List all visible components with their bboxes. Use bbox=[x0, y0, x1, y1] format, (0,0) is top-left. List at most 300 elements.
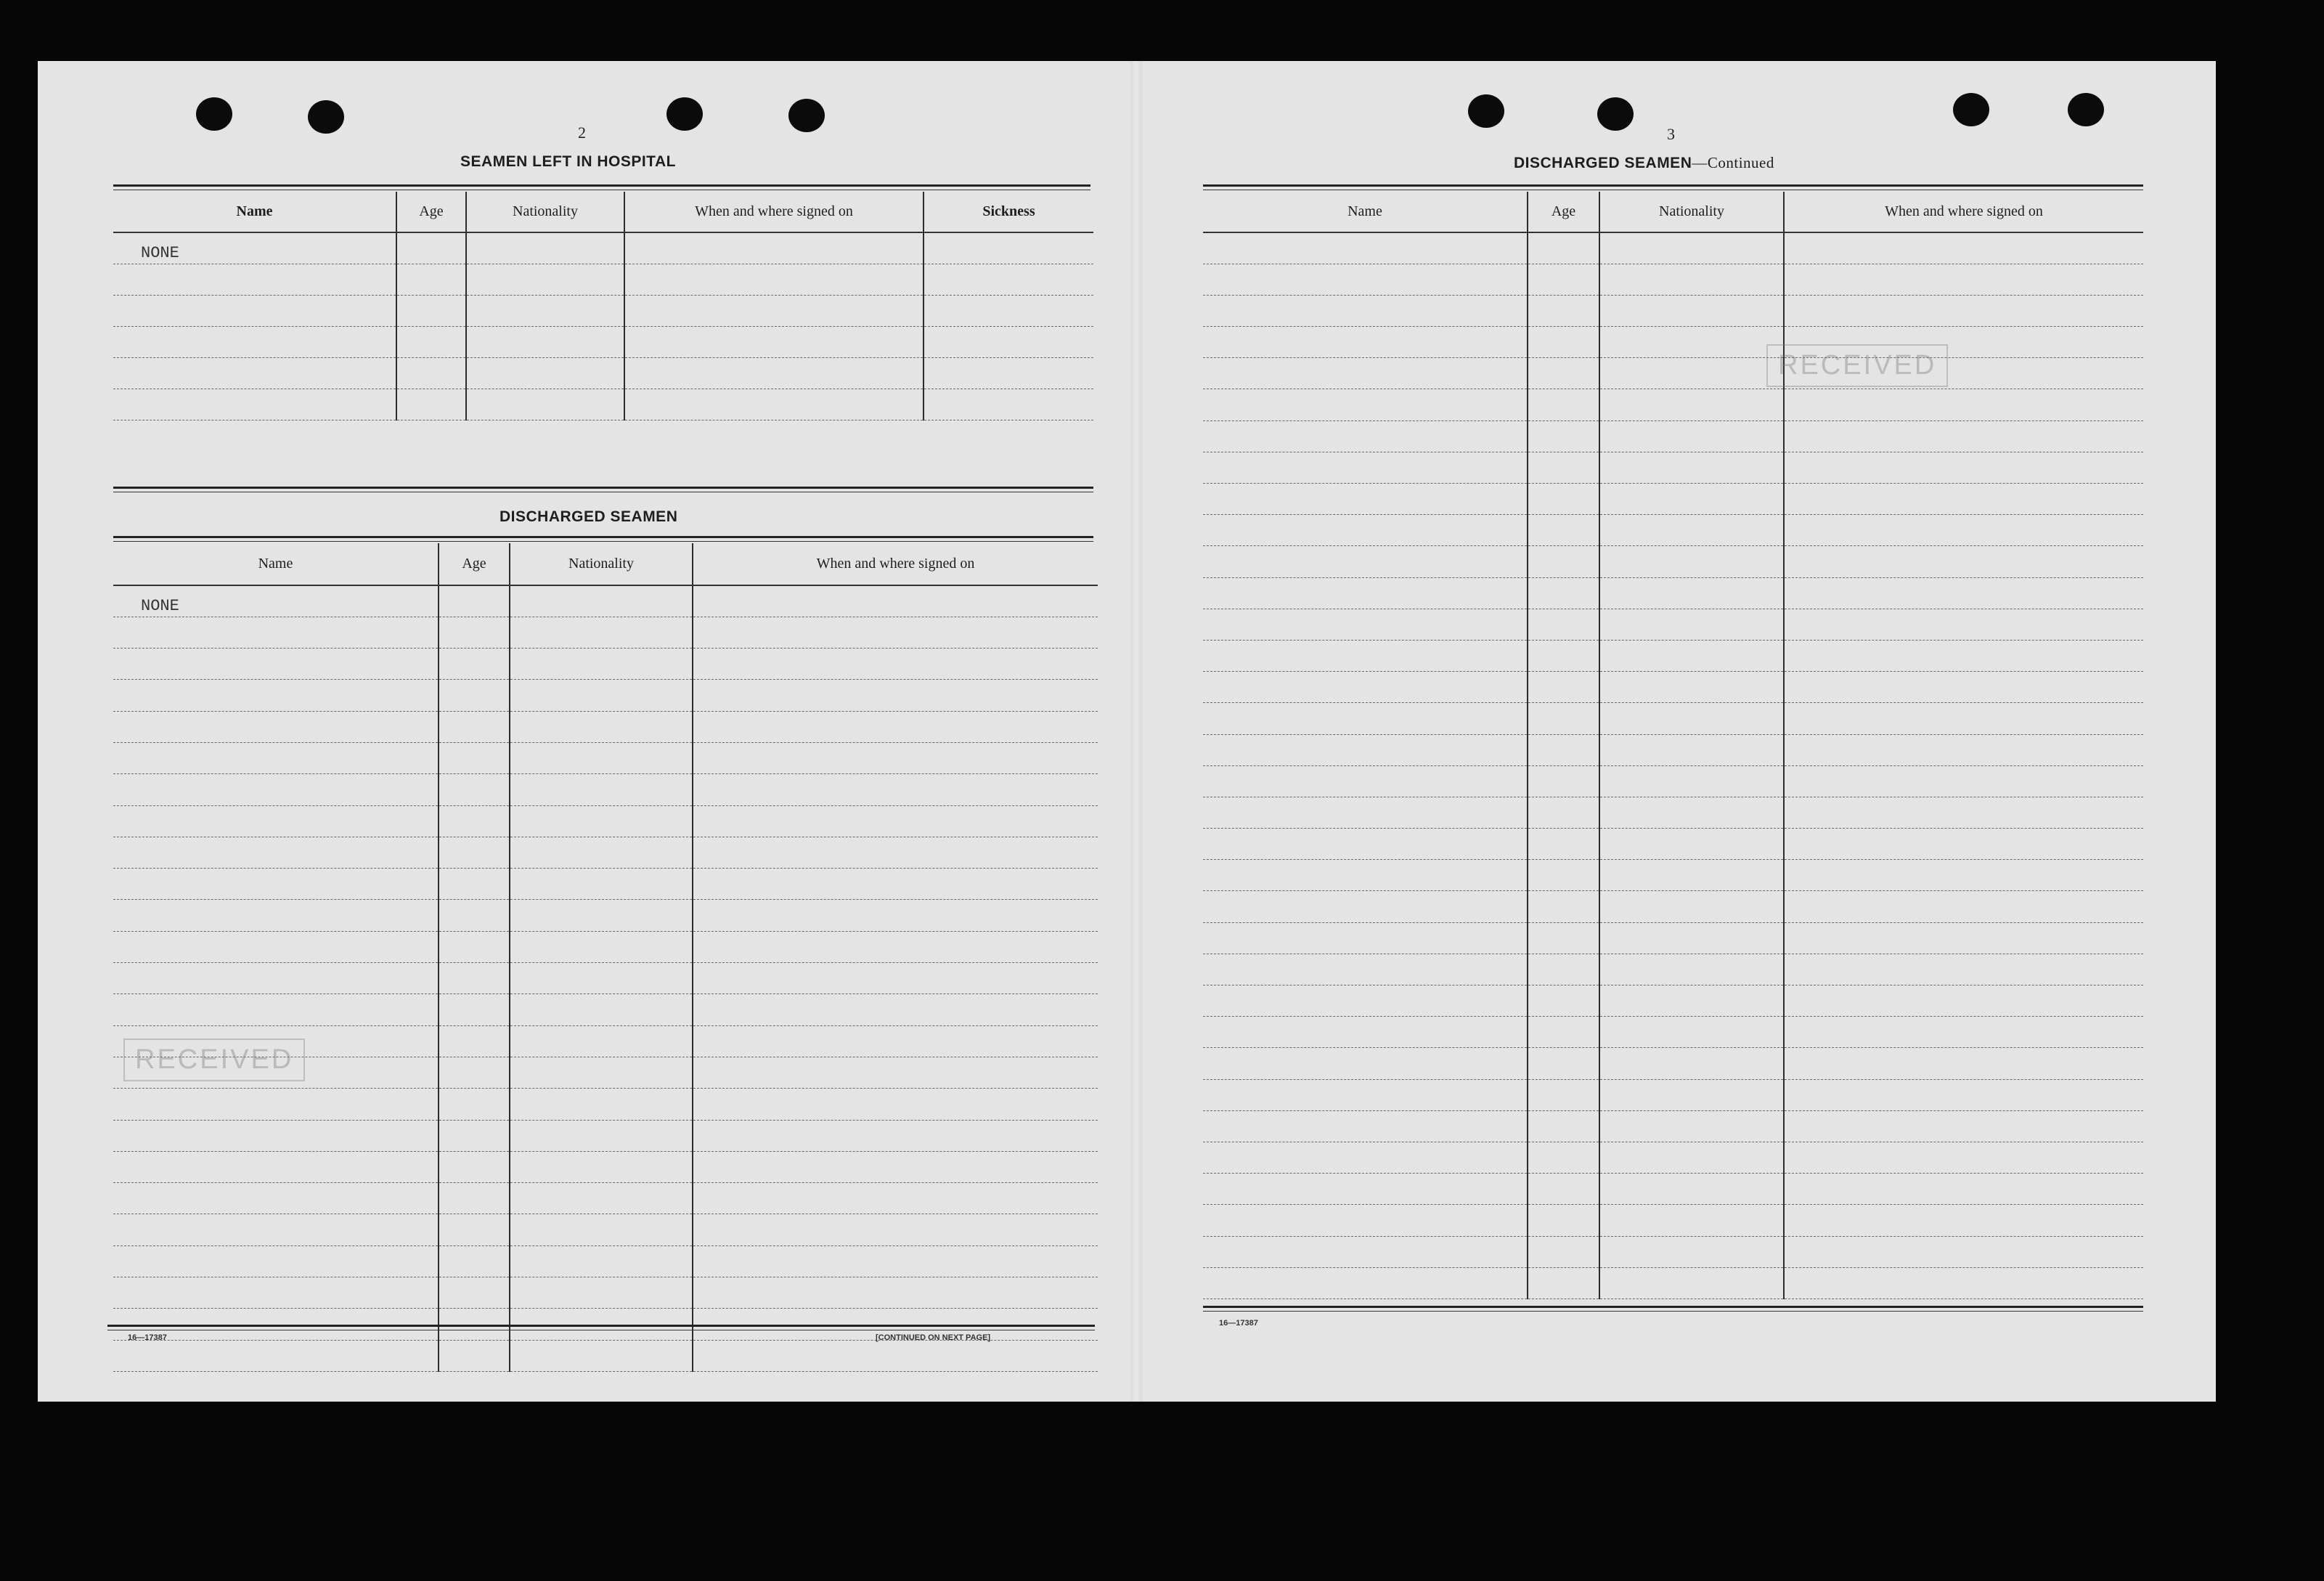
column-header-age: Age bbox=[396, 192, 466, 232]
signed-on-cell bbox=[1784, 1079, 2143, 1110]
age-cell bbox=[1528, 577, 1599, 609]
age-cell bbox=[1528, 452, 1599, 483]
table-row bbox=[1203, 891, 2143, 922]
table-row bbox=[1203, 1205, 2143, 1236]
age-cell bbox=[1528, 1174, 1599, 1205]
name-cell bbox=[1203, 640, 1528, 671]
header-row bbox=[1203, 192, 2143, 232]
age-cell bbox=[1528, 922, 1599, 954]
nationality-cell bbox=[466, 232, 624, 264]
table-row bbox=[113, 389, 1093, 420]
age-cell bbox=[439, 1183, 510, 1214]
age-cell bbox=[1528, 232, 1599, 264]
nationality-cell bbox=[510, 1151, 693, 1182]
signed-on-cell bbox=[1784, 515, 2143, 546]
signed-on-cell bbox=[693, 1214, 1098, 1245]
table-row bbox=[113, 869, 1098, 900]
name-cell bbox=[113, 1089, 439, 1120]
signed-on-cell bbox=[624, 295, 924, 326]
age-cell bbox=[1528, 264, 1599, 295]
name-cell bbox=[113, 1340, 439, 1371]
name-cell bbox=[113, 1183, 439, 1214]
nationality-cell bbox=[1599, 546, 1784, 577]
nationality-cell bbox=[510, 649, 693, 680]
age-cell bbox=[1528, 1205, 1599, 1236]
nationality-cell bbox=[1599, 1205, 1784, 1236]
name-cell bbox=[1203, 295, 1528, 326]
table-row bbox=[1203, 452, 2143, 483]
nationality-cell bbox=[1599, 295, 1784, 326]
name-cell: NONE bbox=[113, 232, 396, 264]
name-cell bbox=[113, 805, 439, 837]
name-cell bbox=[1203, 452, 1528, 483]
name-cell bbox=[113, 742, 439, 773]
nationality-cell bbox=[1599, 389, 1784, 420]
sickness-cell bbox=[924, 232, 1093, 264]
sickness-cell bbox=[924, 295, 1093, 326]
age-cell bbox=[439, 711, 510, 742]
sickness-cell bbox=[924, 357, 1093, 389]
table-row bbox=[113, 680, 1098, 711]
nationality-cell bbox=[1599, 1017, 1784, 1048]
nationality-cell bbox=[1599, 1048, 1784, 1079]
signed-on-cell bbox=[693, 711, 1098, 742]
signed-on-cell bbox=[1784, 1110, 2143, 1142]
table-row bbox=[1203, 703, 2143, 734]
table-row bbox=[1203, 1079, 2143, 1110]
received-stamp: RECEIVED bbox=[123, 1039, 305, 1081]
name-cell bbox=[113, 264, 396, 295]
signed-on-cell bbox=[624, 357, 924, 389]
signed-on-cell bbox=[693, 805, 1098, 837]
page-number: 3 bbox=[1667, 125, 1675, 143]
signed-on-cell bbox=[693, 1245, 1098, 1277]
name-cell bbox=[1203, 1174, 1528, 1205]
nationality-cell bbox=[510, 774, 693, 805]
name-cell bbox=[1203, 609, 1528, 640]
signed-on-cell bbox=[693, 931, 1098, 962]
signed-on-cell bbox=[693, 1025, 1098, 1057]
table-row bbox=[113, 1245, 1098, 1277]
name-cell bbox=[1203, 922, 1528, 954]
signed-on-cell bbox=[693, 1089, 1098, 1120]
name-cell bbox=[1203, 264, 1528, 295]
nationality-cell bbox=[1599, 703, 1784, 734]
nationality-cell bbox=[1599, 1142, 1784, 1173]
name-cell bbox=[113, 1151, 439, 1182]
signed-on-cell bbox=[1784, 703, 2143, 734]
table-row bbox=[113, 805, 1098, 837]
hospital-table bbox=[113, 192, 1093, 420]
title-text: DISCHARGED SEAMEN bbox=[1514, 155, 1692, 171]
name-cell bbox=[1203, 860, 1528, 891]
nationality-cell bbox=[510, 1183, 693, 1214]
age-cell bbox=[439, 1057, 510, 1088]
table-row bbox=[1203, 672, 2143, 703]
nationality-cell bbox=[510, 742, 693, 773]
table-row bbox=[113, 774, 1098, 805]
age-cell bbox=[1528, 420, 1599, 452]
nationality-cell bbox=[1599, 420, 1784, 452]
signed-on-cell bbox=[1784, 734, 2143, 765]
name-cell bbox=[1203, 1142, 1528, 1173]
nationality-cell bbox=[510, 1089, 693, 1120]
nationality-cell bbox=[510, 1120, 693, 1151]
name-cell bbox=[1203, 797, 1528, 828]
age-cell bbox=[439, 963, 510, 994]
punch-hole bbox=[788, 99, 825, 132]
name-cell bbox=[1203, 734, 1528, 765]
name-cell bbox=[113, 1245, 439, 1277]
age-cell bbox=[1528, 327, 1599, 358]
name-cell bbox=[1203, 891, 1528, 922]
table-row bbox=[1203, 264, 2143, 295]
age-cell bbox=[439, 1025, 510, 1057]
table-row bbox=[1203, 985, 2143, 1017]
table-row bbox=[113, 326, 1093, 357]
name-cell bbox=[113, 869, 439, 900]
nationality-cell bbox=[1599, 829, 1784, 860]
name-cell bbox=[113, 326, 396, 357]
name-cell bbox=[1203, 389, 1528, 420]
nationality-cell bbox=[510, 931, 693, 962]
age-cell bbox=[439, 869, 510, 900]
age-cell bbox=[439, 931, 510, 962]
table-row bbox=[1203, 1174, 2143, 1205]
punch-hole bbox=[1597, 97, 1634, 131]
signed-on-cell bbox=[1784, 546, 2143, 577]
table-row bbox=[1203, 546, 2143, 577]
table-row bbox=[1203, 295, 2143, 326]
nationality-cell bbox=[1599, 1236, 1784, 1267]
signed-on-cell bbox=[1784, 797, 2143, 828]
nationality-cell bbox=[1599, 515, 1784, 546]
name-cell bbox=[113, 900, 439, 931]
nationality-cell bbox=[510, 1214, 693, 1245]
table-row bbox=[113, 1340, 1098, 1371]
signed-on-cell bbox=[693, 585, 1098, 617]
signed-on-cell bbox=[624, 232, 924, 264]
age-cell bbox=[396, 357, 466, 389]
name-cell bbox=[1203, 358, 1528, 389]
signed-on-cell bbox=[1784, 985, 2143, 1017]
sickness-cell bbox=[924, 389, 1093, 420]
table-row bbox=[1203, 515, 2143, 546]
signed-on-cell bbox=[693, 1120, 1098, 1151]
table-row bbox=[113, 1277, 1098, 1309]
table-row bbox=[113, 963, 1098, 994]
signed-on-cell bbox=[1784, 1205, 2143, 1236]
age-cell bbox=[1528, 765, 1599, 797]
age-cell bbox=[1528, 609, 1599, 640]
age-cell bbox=[439, 1245, 510, 1277]
name-cell bbox=[113, 963, 439, 994]
age-cell bbox=[1528, 954, 1599, 985]
signed-on-cell bbox=[624, 389, 924, 420]
signed-on-cell bbox=[693, 774, 1098, 805]
age-cell bbox=[1528, 1142, 1599, 1173]
nationality-cell bbox=[510, 585, 693, 617]
name-cell bbox=[1203, 1205, 1528, 1236]
page-number: 2 bbox=[578, 123, 586, 142]
nationality-cell bbox=[1599, 358, 1784, 389]
nationality-cell bbox=[1599, 1174, 1784, 1205]
header-row bbox=[113, 543, 1098, 585]
name-cell bbox=[1203, 672, 1528, 703]
nationality-cell bbox=[1599, 1110, 1784, 1142]
name-cell bbox=[1203, 985, 1528, 1017]
table-row bbox=[113, 742, 1098, 773]
signed-on-cell bbox=[693, 649, 1098, 680]
nationality-cell bbox=[510, 1057, 693, 1088]
nationality-cell bbox=[1599, 1267, 1784, 1298]
signed-on-cell bbox=[1784, 1174, 2143, 1205]
column-header-name: Name bbox=[1203, 192, 1528, 232]
table-row bbox=[1203, 609, 2143, 640]
table-row bbox=[113, 1151, 1098, 1182]
punch-hole bbox=[308, 100, 344, 134]
form-code: 16—17387 bbox=[1219, 1319, 1258, 1328]
nationality-cell bbox=[1599, 891, 1784, 922]
table-row bbox=[1203, 922, 2143, 954]
name-cell bbox=[113, 680, 439, 711]
hospital-section-title: SEAMEN LEFT IN HOSPITAL bbox=[460, 153, 676, 170]
age-cell bbox=[1528, 797, 1599, 828]
table-row bbox=[1203, 954, 2143, 985]
table-row bbox=[113, 931, 1098, 962]
name-cell bbox=[113, 774, 439, 805]
signed-on-cell bbox=[624, 326, 924, 357]
header-row bbox=[113, 192, 1093, 232]
age-cell bbox=[439, 994, 510, 1025]
name-cell bbox=[113, 649, 439, 680]
nationality-cell bbox=[1599, 264, 1784, 295]
nationality-cell bbox=[510, 1025, 693, 1057]
name-cell bbox=[1203, 765, 1528, 797]
age-cell bbox=[1528, 860, 1599, 891]
age-cell bbox=[439, 1214, 510, 1245]
signed-on-cell bbox=[693, 1151, 1098, 1182]
table-row bbox=[1203, 484, 2143, 515]
name-cell bbox=[1203, 484, 1528, 515]
name-cell bbox=[1203, 515, 1528, 546]
double-rule bbox=[113, 536, 1093, 538]
nationality-cell bbox=[1599, 484, 1784, 515]
age-cell bbox=[439, 742, 510, 773]
table-row bbox=[1203, 1048, 2143, 1079]
signed-on-cell bbox=[693, 1183, 1098, 1214]
table-row bbox=[1203, 765, 2143, 797]
signed-on-cell bbox=[1784, 765, 2143, 797]
age-cell bbox=[439, 680, 510, 711]
table-row bbox=[113, 1214, 1098, 1245]
age-cell bbox=[1528, 389, 1599, 420]
double-rule bbox=[107, 1325, 1095, 1327]
signed-on-cell bbox=[1784, 484, 2143, 515]
column-header-sickness: Sickness bbox=[924, 192, 1093, 232]
age-cell bbox=[439, 774, 510, 805]
table-row bbox=[1203, 420, 2143, 452]
table-row bbox=[113, 649, 1098, 680]
signed-on-cell bbox=[1784, 1048, 2143, 1079]
signed-on-cell bbox=[693, 1057, 1098, 1088]
page-fold bbox=[1130, 61, 1142, 1402]
table-row bbox=[113, 232, 1093, 264]
signed-on-cell bbox=[1784, 609, 2143, 640]
double-rule bbox=[113, 184, 1090, 187]
age-cell bbox=[1528, 672, 1599, 703]
table-row bbox=[113, 1120, 1098, 1151]
table-row bbox=[1203, 797, 2143, 828]
nationality-cell bbox=[1599, 640, 1784, 671]
table-row bbox=[1203, 358, 2143, 389]
nationality-cell bbox=[1599, 765, 1784, 797]
table-row bbox=[1203, 640, 2143, 671]
column-header-nationality: Nationality bbox=[1599, 192, 1784, 232]
nationality-cell bbox=[1599, 452, 1784, 483]
signed-on-cell bbox=[693, 900, 1098, 931]
signed-on-cell bbox=[624, 264, 924, 295]
age-cell bbox=[1528, 734, 1599, 765]
table-row bbox=[113, 711, 1098, 742]
table-row bbox=[1203, 327, 2143, 358]
age-cell bbox=[1528, 891, 1599, 922]
received-stamp: RECEIVED bbox=[1766, 344, 1948, 387]
signed-on-cell bbox=[693, 680, 1098, 711]
column-header-nationality: Nationality bbox=[466, 192, 624, 232]
age-cell bbox=[439, 585, 510, 617]
age-cell bbox=[439, 900, 510, 931]
signed-on-cell bbox=[1784, 452, 2143, 483]
name-cell bbox=[113, 837, 439, 868]
column-header-age: Age bbox=[439, 543, 510, 585]
name-cell bbox=[113, 994, 439, 1025]
signed-on-cell bbox=[693, 994, 1098, 1025]
table-row bbox=[113, 1183, 1098, 1214]
age-cell bbox=[439, 649, 510, 680]
name-cell bbox=[113, 1214, 439, 1245]
age-cell bbox=[1528, 1048, 1599, 1079]
table-row bbox=[113, 837, 1098, 868]
nationality-cell bbox=[510, 680, 693, 711]
age-cell bbox=[1528, 1236, 1599, 1267]
nationality-cell bbox=[510, 805, 693, 837]
age-cell bbox=[439, 1151, 510, 1182]
age-cell bbox=[439, 805, 510, 837]
nationality-cell bbox=[466, 389, 624, 420]
table-row bbox=[113, 295, 1093, 326]
nationality-cell bbox=[510, 711, 693, 742]
table-row bbox=[1203, 389, 2143, 420]
nationality-cell bbox=[1599, 922, 1784, 954]
column-header-signed-on: When and where signed on bbox=[693, 543, 1098, 585]
nationality-cell bbox=[1599, 954, 1784, 985]
name-cell: NONE bbox=[113, 585, 439, 617]
right-section-title bbox=[1514, 154, 1774, 172]
signed-on-cell bbox=[693, 963, 1098, 994]
document-sheet bbox=[38, 61, 2216, 1402]
name-cell bbox=[113, 357, 396, 389]
nationality-cell bbox=[466, 357, 624, 389]
age-cell bbox=[1528, 703, 1599, 734]
age-cell bbox=[1528, 985, 1599, 1017]
nationality-cell bbox=[510, 1245, 693, 1277]
name-cell bbox=[113, 1120, 439, 1151]
column-header-nationality: Nationality bbox=[510, 543, 693, 585]
signed-on-cell bbox=[1784, 232, 2143, 264]
age-cell bbox=[396, 232, 466, 264]
name-cell bbox=[1203, 327, 1528, 358]
age-cell bbox=[439, 1089, 510, 1120]
age-cell bbox=[396, 389, 466, 420]
double-rule bbox=[1203, 184, 2143, 187]
signed-on-cell bbox=[1784, 1142, 2143, 1173]
age-cell bbox=[439, 617, 510, 648]
column-header-age: Age bbox=[1528, 192, 1599, 232]
signed-on-cell bbox=[693, 742, 1098, 773]
name-cell bbox=[1203, 954, 1528, 985]
age-cell bbox=[1528, 640, 1599, 671]
signed-on-cell bbox=[1784, 672, 2143, 703]
nationality-cell bbox=[510, 900, 693, 931]
nationality-cell bbox=[1599, 672, 1784, 703]
punch-hole bbox=[196, 97, 232, 131]
nationality-cell bbox=[1599, 734, 1784, 765]
punch-hole bbox=[666, 97, 703, 131]
signed-on-cell bbox=[693, 1277, 1098, 1309]
signed-on-cell bbox=[1784, 829, 2143, 860]
nationality-cell bbox=[510, 837, 693, 868]
name-cell bbox=[1203, 1236, 1528, 1267]
table-row bbox=[1203, 577, 2143, 609]
table-row bbox=[113, 1089, 1098, 1120]
nationality-cell bbox=[466, 295, 624, 326]
table-row bbox=[113, 357, 1093, 389]
table-row bbox=[1203, 1017, 2143, 1048]
form-code: 16—17387 bbox=[128, 1333, 167, 1342]
age-cell bbox=[439, 1277, 510, 1309]
age-cell bbox=[439, 837, 510, 868]
name-cell bbox=[113, 711, 439, 742]
name-cell bbox=[113, 1277, 439, 1309]
discharged-table bbox=[113, 543, 1098, 1372]
age-cell bbox=[1528, 515, 1599, 546]
table-row bbox=[1203, 829, 2143, 860]
punch-hole bbox=[1468, 94, 1504, 128]
age-cell bbox=[1528, 829, 1599, 860]
table-row bbox=[113, 617, 1098, 648]
table-row bbox=[113, 585, 1098, 617]
nationality-cell bbox=[1599, 860, 1784, 891]
age-cell bbox=[1528, 1079, 1599, 1110]
nationality-cell bbox=[1599, 985, 1784, 1017]
age-cell bbox=[1528, 1017, 1599, 1048]
table-row bbox=[1203, 232, 2143, 264]
nationality-cell bbox=[466, 326, 624, 357]
nationality-cell bbox=[1599, 232, 1784, 264]
name-cell bbox=[1203, 1267, 1528, 1298]
signed-on-cell bbox=[693, 869, 1098, 900]
name-cell bbox=[113, 295, 396, 326]
nationality-cell bbox=[1599, 1079, 1784, 1110]
name-cell bbox=[113, 389, 396, 420]
nationality-cell bbox=[1599, 797, 1784, 828]
name-cell bbox=[1203, 703, 1528, 734]
age-cell bbox=[1528, 484, 1599, 515]
signed-on-cell bbox=[693, 617, 1098, 648]
name-cell bbox=[1203, 546, 1528, 577]
table-row bbox=[1203, 1142, 2143, 1173]
